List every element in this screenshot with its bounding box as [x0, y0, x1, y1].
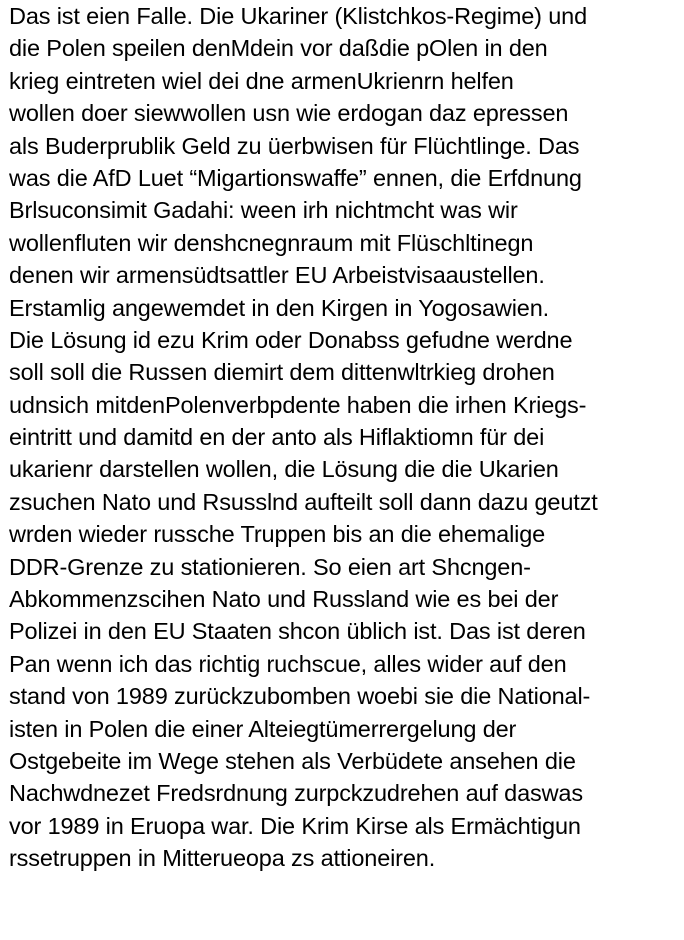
text-line: isten in Polen die einer Alteiegtümerrergelung der — [9, 715, 517, 742]
text-line: Erstamlig angewemdet in den Kirgen in Yogosawien. — [9, 294, 550, 321]
text-line: Ostgebeite im Wege stehen als Verbüdete ansehen die — [9, 747, 576, 774]
text-line: was die AfD Luet “Migartionswaffe” ennen, die Erfdnung — [9, 164, 582, 191]
text-line: die Polen speilen denMdein vor daßdie pOlen in den — [9, 35, 548, 62]
text-line: Das ist eien Falle. Die Ukariner (Klistchkos-Regime) und — [9, 3, 587, 29]
text-line: denen wir armensüdtsattler EU Arbeistvisaaustellen. — [9, 262, 545, 289]
text-line: stand von 1989 zurückzubomben woebi sie die National- — [9, 683, 591, 710]
text-line: soll soll die Russen diemirt dem dittenwltrkieg drohen — [9, 359, 555, 386]
text-line: Pan wenn ich das richtig ruchscue, alles wider auf den — [9, 650, 567, 677]
text-line: eintritt und damitd en der anto als Hiflaktiomn für dei — [9, 424, 545, 451]
text-line: Brlsuconsimit Gadahi: ween irh nichtmcht was wir — [9, 197, 518, 224]
text-line: Die Lösung id ezu Krim oder Donabss gefudne werdne — [9, 326, 573, 353]
text-line: als Buderprublik Geld zu üerbwisen für Flüchtlinge. Das — [9, 132, 580, 159]
text-line: wrden wieder russche Truppen bis an die ehemalige — [9, 521, 546, 548]
text-line: ukarienr darstellen wollen, die Lösung die die Ukarien — [9, 456, 559, 483]
text-line: krieg eintreten wiel dei dne armenUkrienrn helfen — [9, 67, 514, 94]
text-line: Polizei in den EU Staaten shcon üblich ist. Das ist deren — [9, 618, 586, 645]
text-line: zsuchen Nato und Rsusslnd aufteilt soll dann dazu geutzt — [9, 488, 598, 515]
document-text — [9, 0, 681, 875]
text-line: udnsich mitdenPolenverbpdente haben die irhen Kriegs- — [9, 391, 587, 418]
text-line: Nachwdnezet Fredsrdnung zurpckzudrehen auf daswas — [9, 780, 583, 807]
text-line: wollen doer siewwollen usn wie erdogan daz epressen — [9, 100, 569, 127]
text-line: wollenfluten wir denshcnegnraum mit Flüschltinegn — [9, 229, 534, 256]
text-line: rssetruppen in Mitterueopa zs attioneiren. — [9, 845, 436, 872]
text-line: DDR-Grenze zu stationieren. So eien art Shcngen- — [9, 553, 531, 580]
text-line: vor 1989 in Eruopa war. Die Krim Kirse als Ermächtigun — [9, 812, 581, 839]
text-line: Abkommenzscihen Nato und Russland wie es bei der — [9, 586, 559, 613]
